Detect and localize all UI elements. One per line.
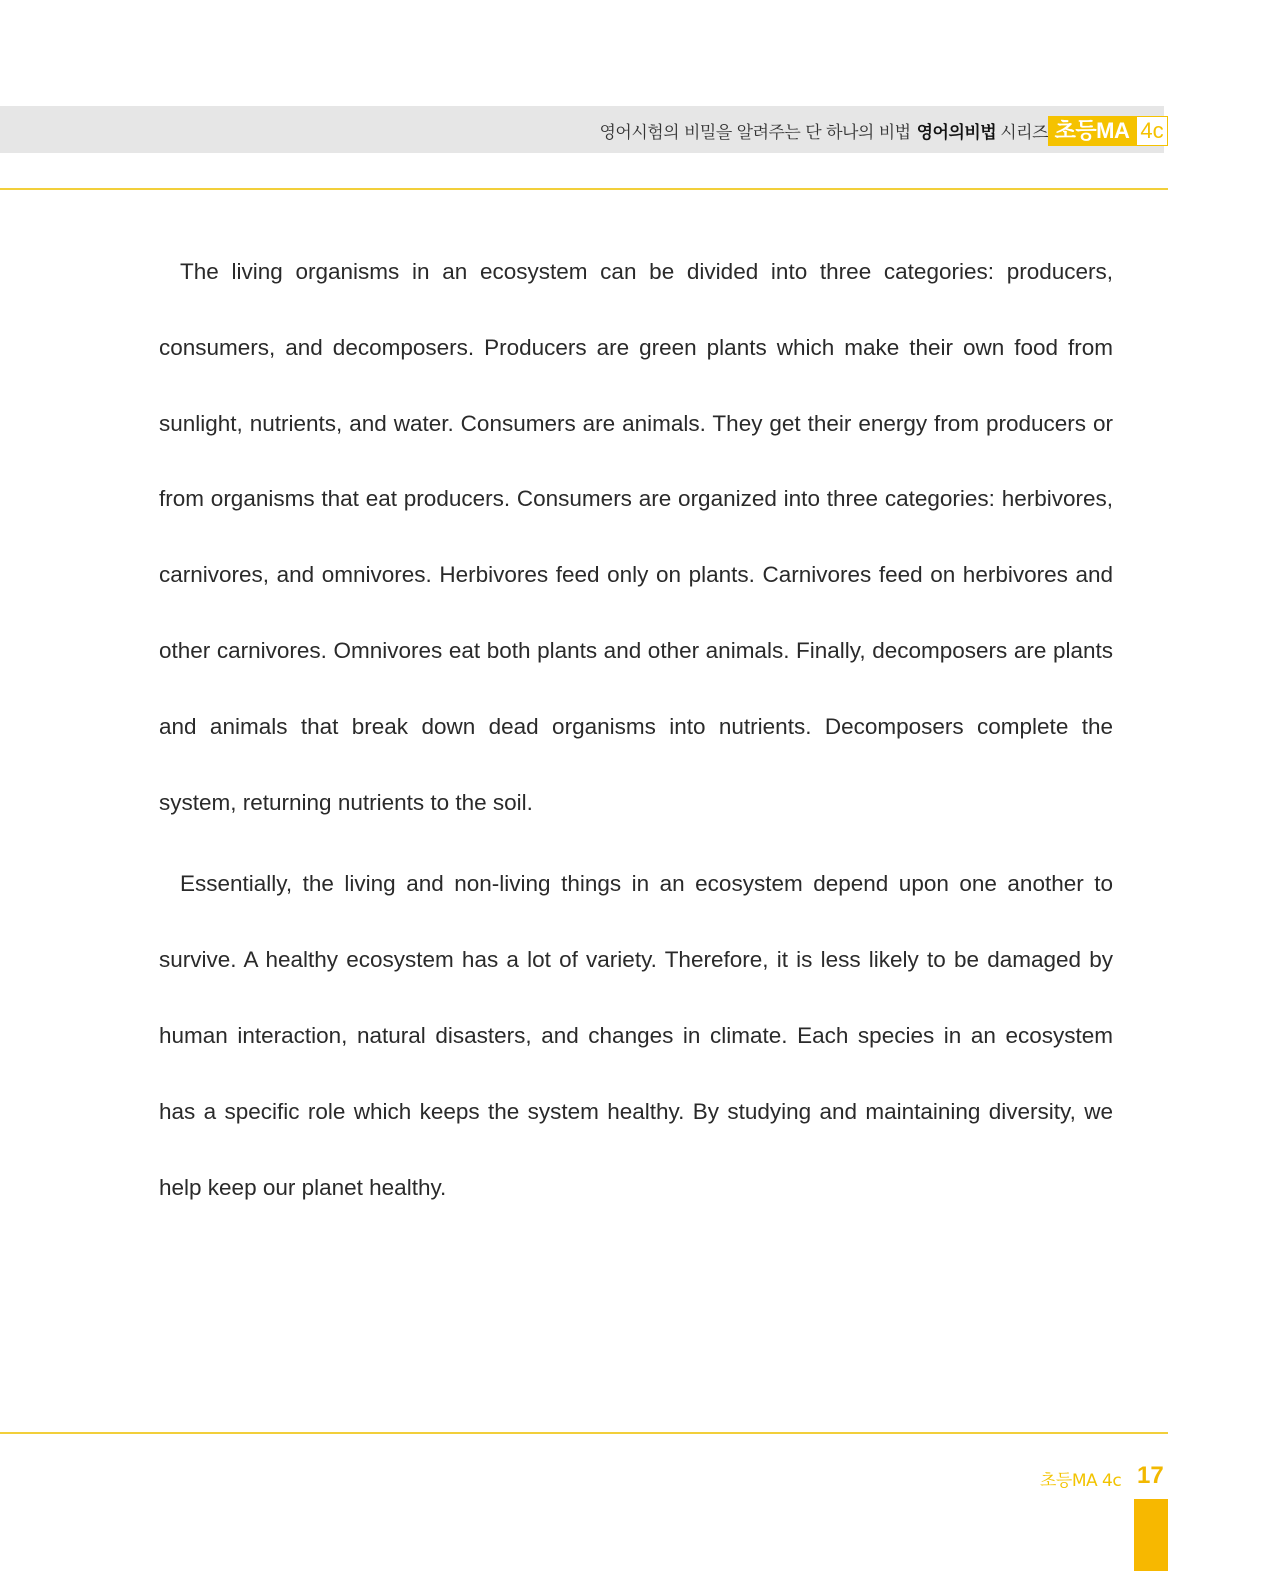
- page-edge-tab: [1134, 1499, 1168, 1571]
- header-divider: [0, 188, 1168, 190]
- series-badge: 초등MA: [1048, 116, 1136, 146]
- paragraph-1: The living organisms in an ecosystem can be divided into three categories: producers, consumers, and decomposers. Producers are green plants which make their own food from sunlight, nutrients, and water. Consumers are animals. They get their energy from producers or from organisms that eat producers. Consumers are organized into three categories: herbivores, carnivores, and omnivores. Herbivores feed only on plants. Carnivores feed on herbivores and other carnivores. Omnivores eat both plants and other animals. Finally, decomposers are plants and animals that break down dead organisms into nutrients. Decomposers complete the system, returning nutrients to the soil.: [159, 259, 1113, 815]
- footer-divider: [0, 1432, 1168, 1434]
- header-brand: 영어의비법: [916, 123, 997, 143]
- footer-series-label: 초등MA 4c: [1040, 1471, 1122, 1491]
- page-number: 17: [1137, 1462, 1164, 1489]
- level-badge: 4c: [1136, 116, 1168, 146]
- passage: [159, 234, 1113, 1225]
- header-tagline-line: [599, 118, 1048, 143]
- paragraph-2: Essentially, the living and non-living things in an ecosystem depend upon one another to survive. A healthy ecosystem has a lot of variety. Therefore, it is less likely to be damaged by human interaction, natural disasters, and changes in climate. Each species in an ecosystem has a specific role which keeps the system healthy. By studying and maintaining diversity, we help keep our planet healthy.: [159, 871, 1113, 1200]
- header-series-word: 시리즈: [1000, 123, 1048, 143]
- header-tagline: 영어시험의 비밀을 알려주는 단 하나의 비법: [599, 123, 911, 143]
